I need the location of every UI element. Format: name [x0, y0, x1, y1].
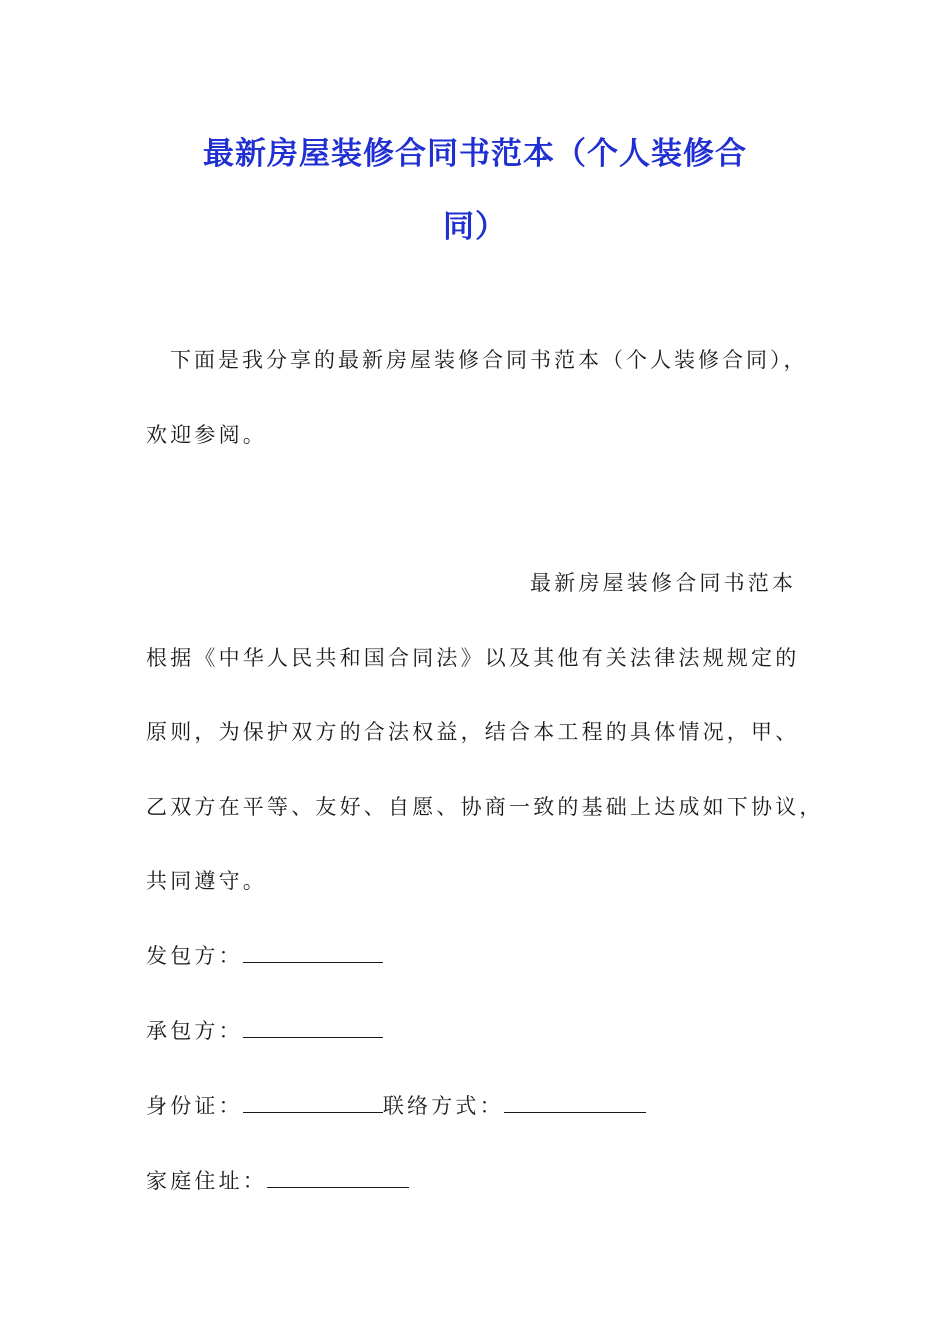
- id-contact-field: [146, 1091, 646, 1121]
- intro-paragraph-line-1: 下面是我分享的最新房屋装修合同书范本（个人装修合同），: [170, 348, 808, 372]
- id-card-blank[interactable]: [243, 1092, 383, 1113]
- contact-label: 联络方式：: [382, 1094, 504, 1118]
- employer-blank[interactable]: [243, 942, 383, 963]
- contractor-blank[interactable]: [243, 1017, 383, 1038]
- intro-paragraph-line-2: 欢迎参阅。: [146, 423, 267, 447]
- home-address-blank[interactable]: [267, 1167, 409, 1188]
- employer-field: [146, 941, 383, 971]
- body-paragraph-line-2: 原则，为保护双方的合法权益，结合本工程的具体情况，甲、: [146, 720, 800, 744]
- section-heading: 最新房屋装修合同书范本: [530, 571, 797, 595]
- home-address-label: 家庭住址：: [146, 1169, 267, 1193]
- body-paragraph-line-4: 共同遵守。: [146, 869, 267, 893]
- home-address-field: [146, 1166, 409, 1196]
- contractor-label: 承包方：: [146, 1019, 243, 1043]
- id-card-label: 身份证：: [146, 1094, 243, 1118]
- contractor-field: [146, 1016, 383, 1046]
- body-paragraph-line-3: 乙双方在平等、友好、自愿、协商一致的基础上达成如下协议，: [146, 795, 824, 819]
- body-paragraph-line-1: 根据《中华人民共和国合同法》以及其他有关法律法规规定的: [146, 646, 800, 670]
- contact-blank[interactable]: [504, 1092, 646, 1113]
- document-title-line-1: 最新房屋装修合同书范本（个人装修合: [203, 136, 747, 172]
- employer-label: 发包方：: [146, 944, 243, 968]
- document-title-line-2: 同）: [443, 209, 507, 245]
